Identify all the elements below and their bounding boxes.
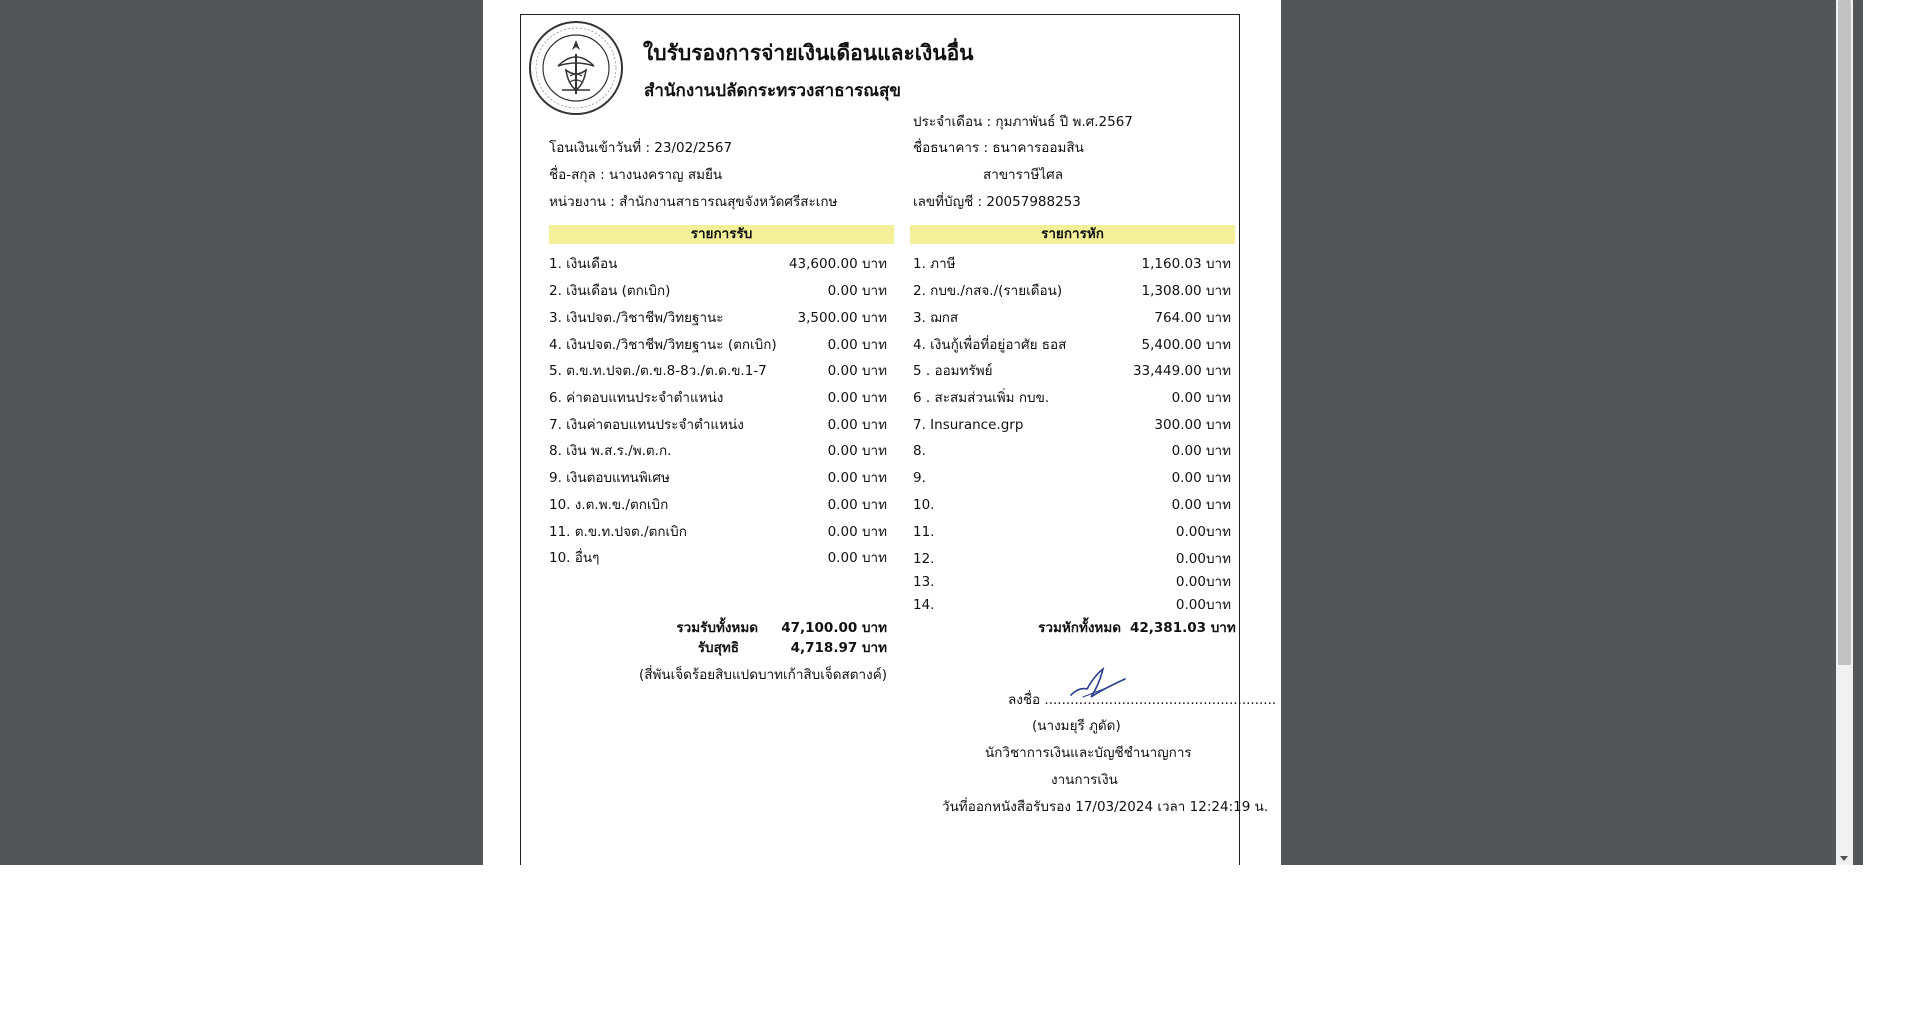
scrollbar-thumb[interactable] bbox=[1838, 0, 1851, 665]
income-item-amount: 0.00 บาท bbox=[827, 550, 887, 566]
income-item-amount: 0.00 บาท bbox=[827, 363, 887, 379]
net-amount-in-words: (สี่พันเจ็ดร้อยสิบแปดบาทเก้าสิบเจ็ดสตางค์) bbox=[638, 667, 887, 683]
income-item-amount: 0.00 บาท bbox=[827, 443, 887, 459]
deduction-item-label: 5 . ออมทรัพย์ bbox=[913, 363, 993, 379]
income-item-label: 11. ต.ข.ท.ปจต./ตกเบิก bbox=[549, 524, 687, 540]
deduction-item-label: 9. bbox=[913, 470, 926, 486]
deduction-item-amount: 0.00บาท bbox=[1175, 524, 1231, 540]
income-item-amount: 43,600.00 บาท bbox=[788, 256, 887, 272]
deduction-item-amount: 5,400.00 บาท bbox=[1141, 337, 1231, 353]
deduction-item-amount: 300.00 บาท bbox=[1154, 417, 1231, 433]
income-total-value: 47,100.00 บาท bbox=[781, 620, 887, 636]
employee-name: ชื่อ-สกุล : นางนงคราญ สมยืน bbox=[549, 167, 723, 183]
vertical-scrollbar[interactable] bbox=[1836, 0, 1853, 865]
sign-line: ลงชื่อ ...................................................... bbox=[1008, 692, 1277, 708]
signer-position: นักวิชาการเงินและบัญชีชำนาญการ bbox=[985, 745, 1192, 761]
signer-name: (นางมยุรี ภูดัด) bbox=[1032, 718, 1121, 734]
income-item-label: 1. เงินเดือน bbox=[549, 256, 618, 272]
deduction-item-label: 10. bbox=[913, 497, 935, 513]
net-value: 4,718.97 บาท bbox=[790, 640, 887, 656]
income-item-amount: 0.00 บาท bbox=[827, 283, 887, 299]
deduction-item-label: 13. bbox=[913, 574, 935, 590]
deduction-total-value: 42,381.03 บาท bbox=[1130, 620, 1236, 636]
deduction-item-amount: 1,308.00 บาท bbox=[1141, 283, 1231, 299]
deduction-item-label: 2. กบข./กสจ./(รายเดือน) bbox=[913, 283, 1063, 299]
deduction-item-label: 12. bbox=[913, 551, 935, 567]
bank-name: ชื่อธนาคาร : ธนาคารออมสิน bbox=[913, 140, 1084, 156]
ministry-seal-icon bbox=[528, 20, 624, 116]
income-total-label: รวมรับทั้งหมด bbox=[676, 620, 758, 636]
deduction-item-amount: 33,449.00 บาท bbox=[1132, 363, 1231, 379]
deduction-item-label: 14. bbox=[913, 597, 935, 613]
deduction-total-label: รวมหักทั้งหมด bbox=[1038, 620, 1121, 636]
transfer-date: โอนเงินเข้าวันที่ : 23/02/2567 bbox=[549, 140, 733, 156]
income-item-amount: 0.00 บาท bbox=[827, 497, 887, 513]
income-item-label: 3. เงินปจต./วิชาชีพ/วิทยฐานะ bbox=[549, 310, 724, 326]
income-item-amount: 0.00 บาท bbox=[827, 524, 887, 540]
deduction-item-amount: 764.00 บาท bbox=[1154, 310, 1231, 326]
income-item-label: 4. เงินปจต./วิชาชีพ/วิทยฐานะ (ตกเบิก) bbox=[549, 337, 777, 353]
deduction-item-amount: 0.00 บาท bbox=[1171, 443, 1231, 459]
income-item-amount: 0.00 บาท bbox=[827, 417, 887, 433]
deduction-item-amount: 0.00บาท bbox=[1175, 597, 1231, 613]
issue-timestamp: วันที่ออกหนังสือรับรอง 17/03/2024 เวลา 12:24:19 น. bbox=[942, 799, 1269, 815]
deduction-item-amount: 0.00บาท bbox=[1175, 574, 1231, 590]
deduction-item-amount: 0.00 บาท bbox=[1171, 497, 1231, 513]
pay-month: ประจำเดือน : กุมภาพันธ์ ปี พ.ศ.2567 bbox=[913, 114, 1133, 130]
income-item-label: 7. เงินค่าตอบแทนประจำตำแหน่ง bbox=[549, 417, 744, 433]
deduction-item-amount: 1,160.03 บาท bbox=[1141, 256, 1231, 272]
income-header: รายการรับ bbox=[549, 225, 894, 244]
account-number: เลขที่บัญชี : 20057988253 bbox=[913, 194, 1081, 210]
income-item-label: 5. ต.ข.ท.ปจต./ต.ข.8-8ว./ต.ด.ข.1-7 bbox=[549, 363, 767, 379]
bank-branch: สาขาราษีไศล bbox=[983, 167, 1063, 183]
net-label: รับสุทธิ bbox=[697, 640, 739, 656]
income-item-amount: 3,500.00 บาท bbox=[797, 310, 887, 326]
signer-section: งานการเงิน bbox=[1051, 772, 1118, 788]
income-item-label: 8. เงิน พ.ส.ร./พ.ต.ก. bbox=[549, 443, 672, 459]
income-item-label: 2. เงินเดือน (ตกเบิก) bbox=[549, 283, 671, 299]
income-item-amount: 0.00 บาท bbox=[827, 390, 887, 406]
deduction-item-amount: 0.00บาท bbox=[1175, 551, 1231, 567]
income-item-amount: 0.00 บาท bbox=[827, 337, 887, 353]
deduction-item-label: 8. bbox=[913, 443, 926, 459]
document-title: ใบรับรองการจ่ายเงินเดือนและเงินอื่น bbox=[643, 41, 974, 65]
deductions-header: รายการหัก bbox=[910, 225, 1235, 244]
income-item-label: 6. ค่าตอบแทนประจำตำแหน่ง bbox=[549, 390, 724, 406]
deduction-item-label: 3. ฌกส bbox=[913, 310, 959, 326]
income-item-label: 9. เงินตอบแทนพิเศษ bbox=[549, 470, 670, 486]
income-item-label: 10. อื่นๆ bbox=[549, 550, 600, 566]
deduction-item-label: 4. เงินกู้เพื่อที่อยู่อาศัย ธอส bbox=[913, 337, 1067, 353]
deduction-item-label: 11. bbox=[913, 524, 935, 540]
income-item-label: 10. ง.ต.พ.ข./ตกเบิก bbox=[549, 497, 669, 513]
deduction-item-label: 1. ภาษี bbox=[913, 256, 956, 272]
scroll-down-arrow-icon[interactable] bbox=[1840, 856, 1848, 861]
income-item-amount: 0.00 บาท bbox=[827, 470, 887, 486]
deduction-item-label: 6 . สะสมส่วนเพิ่ม กบข. bbox=[913, 390, 1050, 406]
agency-name: สำนักงานปลัดกระทรวงสาธารณสุข bbox=[644, 81, 902, 101]
work-unit: หน่วยงาน : สำนักงานสาธารณสุขจังหวัดศรีสะเกษ bbox=[549, 194, 838, 210]
deduction-item-amount: 0.00 บาท bbox=[1171, 470, 1231, 486]
deduction-item-label: 7. Insurance.grp bbox=[913, 417, 1024, 433]
deduction-item-amount: 0.00 บาท bbox=[1171, 390, 1231, 406]
